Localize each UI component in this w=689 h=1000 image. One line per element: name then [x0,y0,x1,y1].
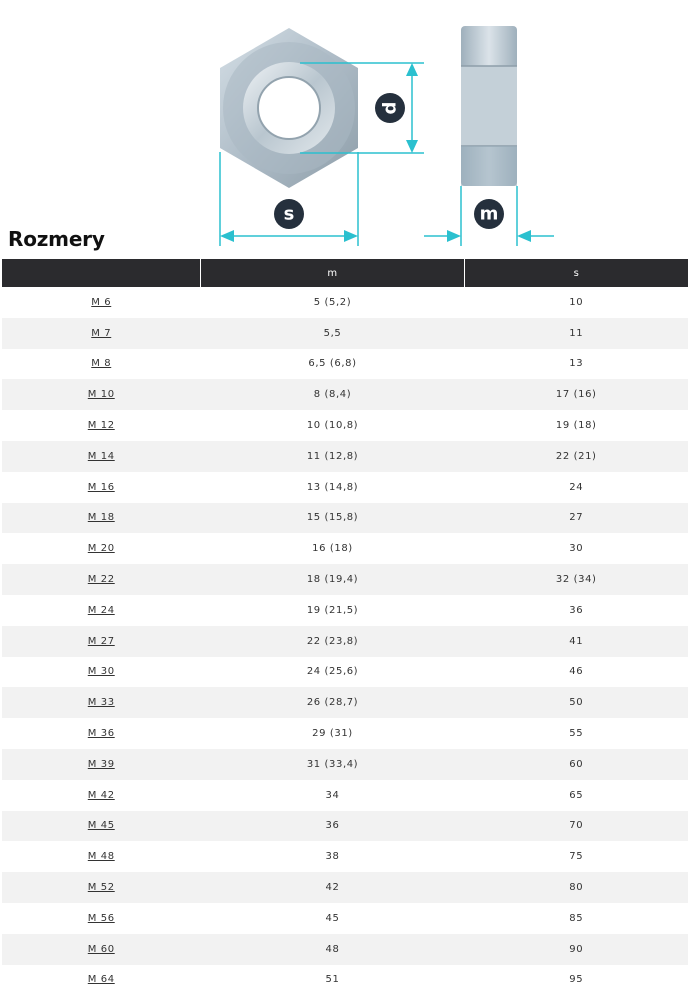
size-link[interactable]: M 10 [87,389,115,401]
s-value-cell: 70 [465,811,689,842]
size-cell [2,934,201,965]
size-link[interactable]: M 8 [91,358,112,370]
s-value-cell: 22 (21) [465,441,689,472]
m-value-cell: 5,5 [201,318,465,349]
size-cell [2,472,201,503]
badge-m [474,199,504,229]
nut-dimension-diagram [0,0,689,258]
size-cell [2,595,201,626]
size-cell [2,811,201,842]
size-cell [2,780,201,811]
m-value-cell: 42 [201,872,465,903]
m-value-cell: 26 (28,7) [201,687,465,718]
table-row [2,687,688,718]
s-value-cell: 50 [465,687,689,718]
size-link[interactable]: M 20 [87,543,115,555]
size-link[interactable]: M 48 [87,851,115,863]
size-link[interactable]: M 30 [87,666,115,678]
m-value-cell: 8 (8,4) [201,379,465,410]
s-value-cell: 10 [569,296,584,308]
s-value-cell: 65 [569,789,584,801]
s-value-cell: 17 (16) [465,379,689,410]
s-value-cell: 19 (18) [555,420,597,432]
size-cell [2,903,201,934]
size-link[interactable]: M 45 [87,820,115,832]
s-value-cell: 11 [465,318,689,349]
table-row [2,811,688,842]
s-value-cell: 75 [569,851,584,863]
size-link[interactable]: M 60 [87,943,115,955]
m-value-cell: 15 (15,8) [201,503,465,534]
m-value-cell: 48 [201,934,465,965]
table-header-row [2,259,688,287]
size-link[interactable]: M 27 [87,635,115,647]
size-link[interactable]: M 33 [87,697,115,709]
table-row [2,718,688,749]
table-row [2,318,688,349]
size-cell [2,379,201,410]
table-row [2,410,688,441]
table-row [2,595,688,626]
size-cell [2,718,201,749]
s-value-cell: 24 [569,481,584,493]
table-row [2,441,688,472]
table-row [2,626,688,657]
size-link[interactable]: M 56 [87,912,115,924]
table-row [2,903,688,934]
column-header-m: m [201,259,465,287]
size-link[interactable]: M 36 [87,728,115,740]
table-row [2,934,688,965]
size-cell [2,318,201,349]
table-row [2,841,688,872]
badge-m-label: m [479,203,499,225]
column-header-s: s [465,259,689,287]
table-row [2,379,688,410]
badge-d-label: d [379,101,401,115]
s-value-cell: 95 [569,974,584,986]
s-value-cell: 36 [569,604,584,616]
s-value-cell: 55 [569,728,584,740]
m-value-cell: 6,5 (6,8) [308,358,357,370]
table-row [2,287,688,318]
m-value-cell: 11 (12,8) [201,441,465,472]
s-value-cell: 90 [465,934,689,965]
m-value-cell: 5 (5,2) [313,296,352,308]
table-row [2,657,688,688]
size-cell [2,687,201,718]
nut-front-view [220,28,358,188]
size-cell [2,626,201,657]
m-value-cell: 19 (21,5) [306,604,359,616]
size-link[interactable]: M 42 [87,789,115,801]
table-row [2,780,688,811]
size-link[interactable]: M 16 [87,481,115,493]
m-value-cell: 36 [201,811,465,842]
m-value-cell: 45 [325,912,340,924]
m-value-cell: 24 (25,6) [306,666,359,678]
table-row [2,965,688,996]
size-cell [2,564,201,595]
badge-d [375,93,405,123]
s-value-cell: 30 [569,543,584,555]
size-link[interactable]: M 22 [87,574,115,586]
m-value-cell: 34 [325,789,340,801]
size-cell [2,349,201,380]
badge-s-label: s [283,203,295,225]
size-link[interactable]: M 18 [87,512,115,524]
size-link[interactable]: M 7 [91,327,112,339]
m-value-cell: 51 [325,974,340,986]
size-cell [2,841,201,872]
size-cell [2,965,201,996]
table-row [2,749,688,780]
m-value-cell: 10 (10,8) [306,420,359,432]
table-header [2,259,688,287]
size-cell [2,657,201,688]
size-cell [2,287,201,318]
s-value-cell: 60 [465,749,689,780]
m-value-cell: 13 (14,8) [306,481,359,493]
size-cell [2,872,201,903]
s-value-cell: 27 [465,503,689,534]
s-value-cell: 41 [465,626,689,657]
size-link[interactable]: M 6 [91,296,112,308]
table-row [2,564,688,595]
s-value-cell: 13 [569,358,584,370]
s-value-cell: 80 [465,872,689,903]
m-value-cell: 38 [325,851,340,863]
size-cell [2,441,201,472]
dimensions-table [2,259,688,995]
m-value-cell: 31 (33,4) [201,749,465,780]
size-cell [2,410,201,441]
table-row [2,872,688,903]
size-cell [2,749,201,780]
m-value-cell: 16 (18) [312,543,353,555]
m-value-cell: 18 (19,4) [201,564,465,595]
s-value-cell: 32 (34) [465,564,689,595]
table-body [2,287,688,995]
size-link[interactable]: M 12 [87,420,115,432]
badge-s [274,199,304,229]
m-value-cell: 22 (23,8) [201,626,465,657]
table-row [2,472,688,503]
section-heading: Rozmery [8,227,105,251]
s-value-cell: 46 [569,666,584,678]
column-header-size [2,259,201,287]
nut-side-view [461,26,517,186]
size-link[interactable]: M 24 [87,604,115,616]
table-row [2,503,688,534]
table-row [2,349,688,380]
size-link[interactable]: M 39 [87,758,115,770]
m-value-cell: 29 (31) [312,728,353,740]
size-cell [2,533,201,564]
size-link[interactable]: M 52 [87,882,115,894]
table-row [2,533,688,564]
size-link[interactable]: M 14 [87,450,115,462]
size-cell [2,503,201,534]
s-value-cell: 85 [569,912,584,924]
size-link[interactable]: M 64 [87,974,115,986]
